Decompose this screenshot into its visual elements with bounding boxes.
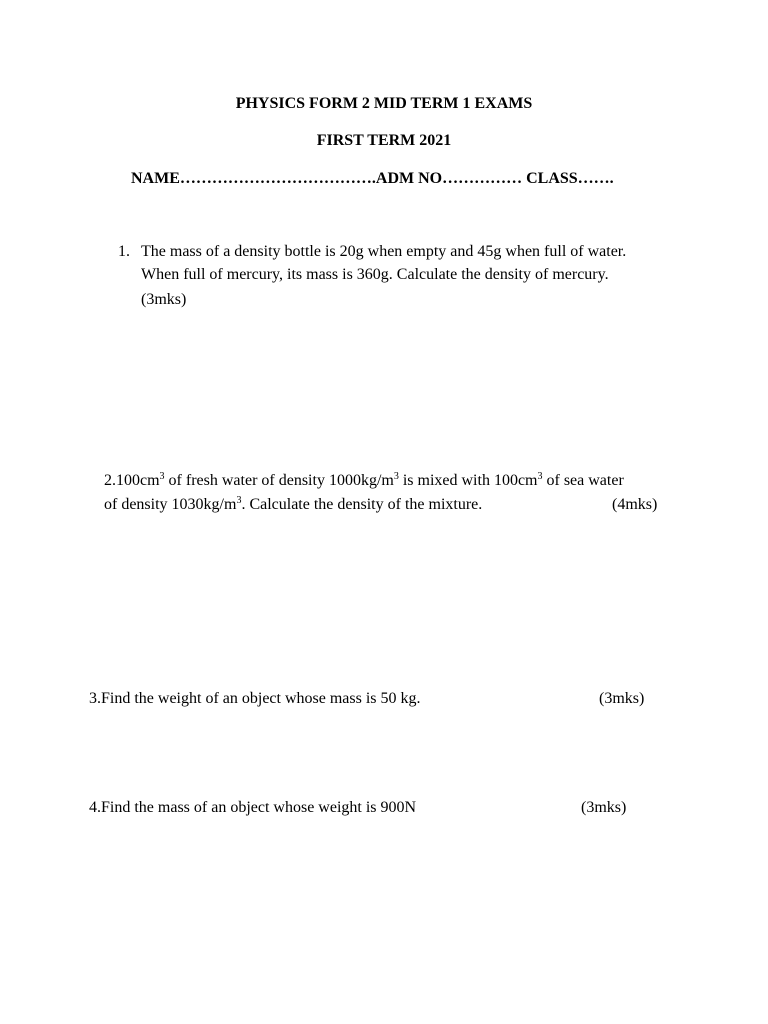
question-1-number: 1. bbox=[118, 243, 130, 260]
question-3-text: 3.Find the weight of an object whose mass is 50 kg. bbox=[89, 690, 421, 707]
question-4-marks: (3mks) bbox=[581, 799, 627, 816]
question-1-line-2: When full of mercury, its mass is 360g. Calculate the density of mercury. bbox=[141, 266, 609, 283]
question-2-line-1: $2.100cm^3$ of fresh water of density $1000kg/m^3$ is mixed with $100cm^3$ of sea water bbox=[104, 471, 624, 489]
question-1-marks: (3mks) bbox=[141, 291, 187, 308]
question-4-text: 4.Find the mass of an object whose weight is 900N bbox=[89, 799, 417, 816]
question-2-marks: (4mks) bbox=[612, 496, 658, 513]
exam-term: FIRST TERM 2021 bbox=[316, 132, 452, 149]
question-3-marks: (3mks) bbox=[599, 690, 645, 707]
name-adm-class-line: NAME……………………………….ADM NO…………… CLASS……. bbox=[131, 170, 614, 187]
question-2-line-2: of density $1030kg/m^3$. Calculate the density of the mixture. bbox=[104, 495, 483, 513]
exam-title: PHYSICS FORM 2 MID TERM 1 EXAMS bbox=[235, 95, 533, 112]
question-1-line-1: The mass of a density bottle is 20g when empty and 45g when full of water. bbox=[141, 243, 627, 260]
